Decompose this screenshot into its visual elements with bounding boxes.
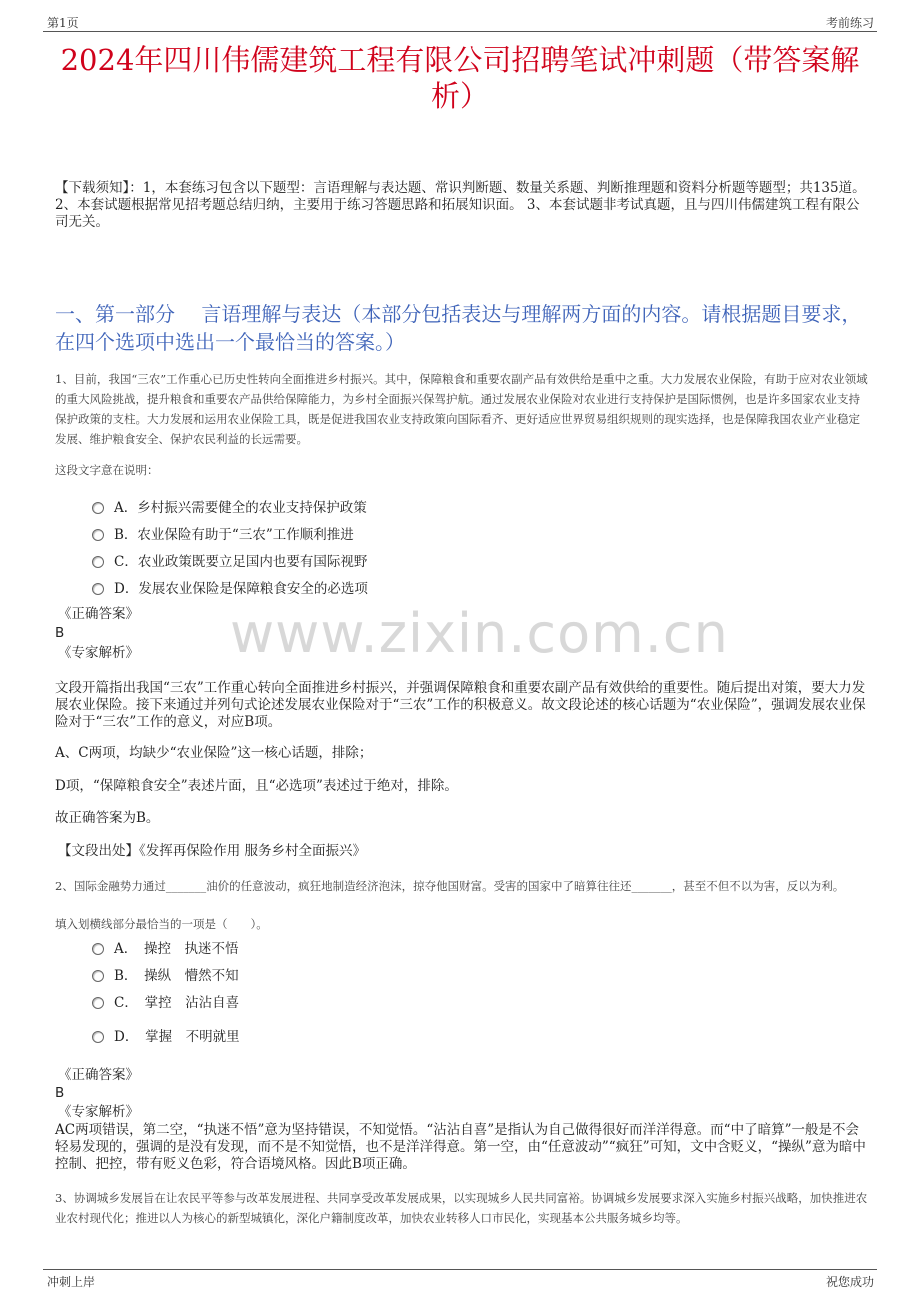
q1-analysis-label: 《专家解析》 — [58, 645, 139, 661]
q2-option-a[interactable] — [92, 937, 239, 957]
option-label: D．发展农业保险是保障粮食安全的必选项 — [114, 581, 368, 597]
document-title: 2024年四川伟儒建筑工程有限公司招聘笔试冲刺题（带答案解析） — [60, 43, 860, 113]
q2-stem: 2、国际金融势力通过_______油价的任意波动，疯狂地制造经济泡沫，掠夺他国财富。受害的国家中了暗算往往还_______，甚至不但不以为害，反以为利。 — [55, 879, 845, 893]
option-label: A．乡村振兴需要健全的农业支持保护政策 — [114, 500, 367, 516]
q2-answer-label: 《正确答案》 — [58, 1067, 139, 1083]
section-title: 一、第一部分 言语理解与表达（本部分包括表达与理解两方面的内容。请根据题目要求，在四个选项中选出一个最恰当的答案。） — [55, 302, 862, 354]
option-label: C．农业政策既要立足国内也要有国际视野 — [114, 554, 368, 570]
q2-option-d[interactable] — [92, 1025, 240, 1045]
q1-analysis-ac: A、C两项，均缺少“农业保险”这一核心话题，排除； — [55, 745, 373, 761]
q3-stem: 3、协调城乡发展旨在让农民平等参与改革发展进程、共同享受改革发展成果，以实现城乡人民共同富裕。协调城乡发展要求深入实施乡村振兴战略，加快推进农业农村现代化；推进以人为核心的新型城镇化，深化户籍制度改革，加快农业转移人口市民化，实现基本公共服务城乡均等。 — [55, 1191, 868, 1225]
q1-stem: 1、目前，我国“三农”工作重心已历史性转向全面推进乡村振兴。其中，保障粮食和重要农副产品有效供给是重中之重。大力发展农业保险，有助于应对农业领域的重大风险挑战，提升粮食和重要农产品供给保障能力，为乡村全面振兴保驾护航。通过发展农业保险对农业进行支持保护是国际惯例，也是许多国家农业支持保护政策的支柱。大力发展和运用农业保险工具，既是促进我国农业支持政策向国际看齐、更好适应世界贸易组织规则的现实选择，也是保障我国农业产业稳定发展、维护粮食安全、保护农民利益的长远需要。 — [55, 372, 868, 446]
radio-icon[interactable] — [92, 997, 104, 1009]
radio-icon[interactable] — [92, 502, 104, 514]
q1-answer: B — [55, 625, 65, 641]
footer-left-label: 冲刺上岸 — [47, 1275, 96, 1289]
footer-right-label: 祝您成功 — [825, 1275, 874, 1289]
watermark: www.zixin.com.cn — [230, 602, 729, 665]
option-label: D． 掌握 不明就里 — [114, 1029, 240, 1045]
radio-icon[interactable] — [92, 943, 104, 955]
q2-option-c[interactable] — [92, 991, 239, 1011]
radio-icon[interactable] — [92, 583, 104, 595]
q2-analysis-label: 《专家解析》 — [58, 1104, 139, 1120]
q1-analysis-main: 文段开篇指出我国“三农”工作重心转向全面推进乡村振兴，并强调保障粮食和重要农副产品有效供给的重要性。随后提出对策，要大力发展农业保险。接下来通过并列句式论述发展农业保险对于“三农”工作的积极意义。故文段论述的核心话题为“农业保险”，强调发展农业保险对于“三农”工作的意义，对应B项。 — [55, 680, 866, 730]
q1-option-b[interactable] — [92, 523, 354, 543]
option-label: B． 操纵 懵然不知 — [114, 968, 239, 984]
option-label: C． 掌控 沾沾自喜 — [114, 995, 240, 1011]
header-page-number: 第1页 — [47, 16, 79, 30]
q1-option-d[interactable] — [92, 577, 368, 597]
header-divider — [43, 31, 877, 32]
q1-answer-label: 《正确答案》 — [58, 606, 139, 622]
header-label: 考前练习 — [825, 16, 874, 30]
q2-answer: B — [55, 1085, 65, 1101]
download-notice: 【下载须知】：1，本套练习包含以下题型：言语理解与表达题、常识判断题、数量关系题、判断推理题和资料分析题等题型；共135道。 2、本套试题根据常见招考题总结归纳，主要用于练习答题思路和拓展知识面。 3、本套试题非考试真题，且与四川伟儒建筑工程有限公司无关。 — [55, 180, 866, 230]
radio-icon[interactable] — [92, 970, 104, 982]
option-label: A． 操控 执迷不悟 — [114, 941, 239, 957]
option-label: B．农业保险有助于“三农”工作顺利推进 — [114, 527, 354, 543]
q2-prompt: 填入划横线部分最恰当的一项是（ ）。 — [55, 917, 268, 931]
q2-analysis: AC两项错误，第二空，“执迷不悟”意为坚持错误，不知觉悟。“沾沾自喜”是指认为自己做得很好而洋洋得意。而“中了暗算”一般是不会轻易发现的，强调的是没有发现，而不是不知觉悟，也不是洋洋得意。第一空，由“任意波动”“疯狂”可知，文中含贬义，“操纵”意为暗中控制、把控，带有贬义色彩，符合语境风格。因此B项正确。 — [55, 1122, 866, 1172]
q2-option-b[interactable] — [92, 964, 239, 984]
radio-icon[interactable] — [92, 1031, 104, 1043]
q1-analysis-d: D项，“保障粮食安全”表述片面，且“必选项”表述过于绝对，排除。 — [55, 778, 458, 794]
radio-icon[interactable] — [92, 529, 104, 541]
q1-source: 【文段出处】《发挥再保险作用 服务乡村全面振兴》 — [58, 843, 367, 859]
q1-conclusion: 故正确答案为B。 — [55, 810, 160, 826]
footer-divider — [43, 1269, 877, 1270]
radio-icon[interactable] — [92, 556, 104, 568]
q1-option-a[interactable] — [92, 496, 367, 516]
q1-option-c[interactable] — [92, 550, 367, 570]
q1-prompt: 这段文字意在说明： — [55, 463, 159, 477]
